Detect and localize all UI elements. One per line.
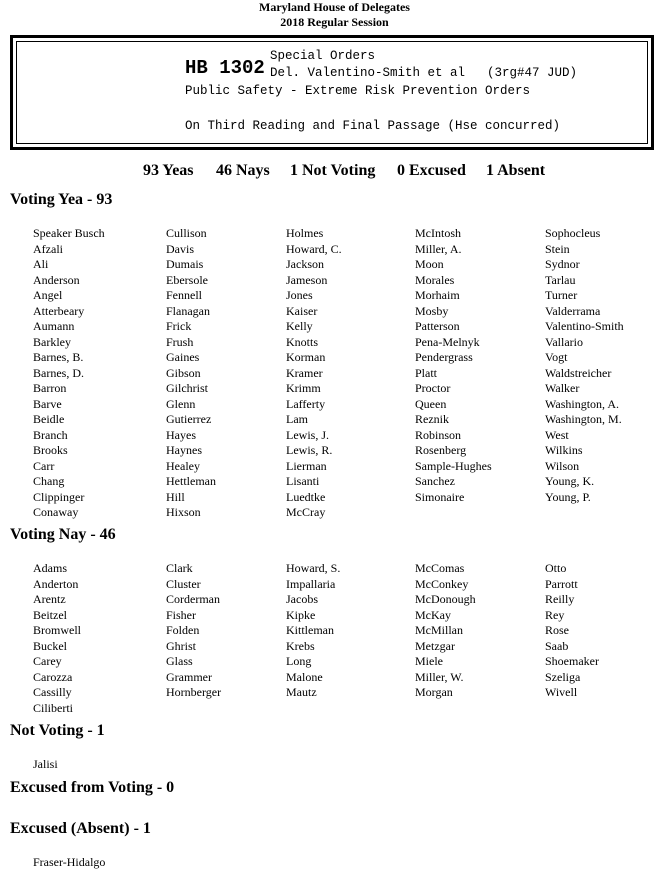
member-name: Kramer [286, 365, 323, 380]
member-name: Arentz [33, 592, 66, 606]
member-name: Anderton [33, 576, 79, 591]
member-name: Reznik [415, 412, 449, 426]
member-name: McKay [415, 607, 451, 622]
member-name: Luedtke [286, 489, 326, 504]
member-name: Proctor [415, 381, 451, 395]
member-name: Lierman [286, 458, 327, 473]
member-name: Clark [166, 561, 193, 575]
member-name: Rose [545, 623, 569, 637]
member-name: Morhaim [415, 288, 460, 302]
member-name: Barron [33, 381, 67, 395]
absent-list [33, 855, 105, 871]
member-name: Hixson [166, 505, 201, 519]
member-name: Cullison [166, 226, 207, 240]
member-name: Kaiser [286, 303, 318, 318]
member-name: Otto [545, 561, 567, 575]
member-name: Carr [33, 458, 55, 473]
member-name: Ghrist [166, 638, 196, 653]
member-name: Aumann [33, 319, 75, 333]
bill-sponsor: Del. Valentino-Smith et al [270, 66, 466, 80]
member-name: Carey [33, 654, 62, 668]
member-name: Howard, S. [286, 561, 341, 575]
member-name: McConkey [415, 576, 469, 591]
excused-heading: Excused from Voting - 0 [10, 779, 175, 796]
bill-info-box [10, 35, 654, 150]
member-name: Knotts [286, 334, 319, 349]
member-name: Howard, C. [286, 241, 342, 256]
member-name: Frush [166, 334, 194, 349]
member-name: West [545, 427, 569, 442]
member-name: Sydnor [545, 257, 580, 271]
nay-heading: Voting Nay - 46 [10, 526, 116, 543]
member-name: Gibson [166, 365, 201, 380]
member-name: Barnes, B. [33, 350, 84, 364]
member-name: Shoemaker [545, 654, 599, 668]
tally-not-voting: 1 Not Voting [290, 162, 376, 179]
absent-heading: Excused (Absent) - 1 [10, 820, 151, 837]
member-name: Lafferty [286, 396, 326, 411]
member-name: Waldstreicher [545, 365, 612, 380]
member-name: McMillan [415, 623, 463, 637]
member-name: Simonaire [415, 489, 465, 504]
member-name: Lam [286, 412, 308, 426]
tally-excused: 0 Excused [397, 162, 466, 179]
member-name: Haynes [166, 443, 202, 457]
member-name: Morales [415, 272, 455, 287]
member-name: Wilson [545, 458, 580, 473]
chamber-title: Maryland House of Delegates [259, 0, 410, 14]
member-name: Lewis, J. [286, 427, 329, 442]
member-name: Corderman [166, 592, 220, 606]
member-name: Sophocleus [545, 226, 601, 240]
member-name: Miller, W. [415, 669, 464, 684]
member-name: Washington, M. [545, 412, 622, 426]
member-name: Sample-Hughes [415, 458, 492, 473]
member-name: Afzali [33, 241, 63, 256]
member-name: Mautz [286, 685, 317, 699]
member-name: Long [286, 654, 312, 668]
member-name: Glass [166, 654, 193, 668]
tally-nays: 46 Nays [216, 162, 270, 179]
member-name: Ciliberti [33, 700, 73, 715]
nay-column-2 [166, 561, 221, 701]
member-name: Branch [33, 427, 68, 442]
member-name: Stein [545, 241, 570, 256]
member-name: Jacobs [286, 592, 318, 606]
member-name: Walker [545, 381, 580, 395]
member-name: Sanchez [415, 474, 455, 488]
member-name: Conaway [33, 505, 79, 519]
member-name: Kipke [286, 607, 316, 622]
vote-action: On Third Reading and Final Passage (Hse concurred) [185, 119, 561, 133]
member-name: Healey [166, 458, 200, 473]
member-name: Gaines [166, 350, 200, 364]
yea-column-5 [545, 226, 624, 505]
member-name: Cassilly [33, 685, 72, 699]
nay-column-1 [33, 561, 81, 716]
member-name: Anderson [33, 272, 80, 287]
member-name: Moon [415, 257, 444, 271]
member-name: Jones [286, 288, 313, 302]
not-voting-list [33, 757, 58, 773]
member-name: Barnes, D. [33, 365, 84, 380]
member-name: McDonough [415, 592, 476, 606]
member-name: Barve [33, 396, 62, 411]
yea-column-4 [415, 226, 492, 505]
member-name: Queen [415, 396, 447, 411]
member-name: Bromwell [33, 623, 81, 637]
bill-info-inner [16, 41, 648, 144]
member-name: McComas [415, 561, 465, 575]
member-name: Hayes [166, 427, 196, 442]
member-name: Glenn [166, 396, 196, 411]
member-name: Fennell [166, 288, 202, 302]
member-name: Dumais [166, 257, 204, 271]
member-name: Jameson [286, 272, 328, 287]
member-name: Flanagan [166, 303, 210, 318]
member-name: Rosenberg [415, 443, 467, 457]
member-name: Miele [415, 654, 443, 668]
member-name: Frick [166, 319, 192, 333]
member-name: Clippinger [33, 489, 85, 504]
member-name: Miller, A. [415, 241, 462, 256]
member-name: Young, K. [545, 474, 595, 488]
member-name: Gilchrist [166, 381, 208, 395]
member-name: Vogt [545, 350, 568, 364]
nay-column-4 [415, 561, 476, 701]
member-name: Lewis, R. [286, 443, 333, 457]
member-name: Wivell [545, 685, 578, 699]
nay-column-3 [286, 561, 340, 701]
member-name: McIntosh [415, 226, 461, 240]
member-name: Kelly [286, 319, 313, 333]
bill-number: HB 1302 [185, 57, 265, 79]
committee-reference: (3rg#47 JUD) [487, 66, 578, 80]
member-name: Fraser-Hidalgo [33, 855, 106, 869]
member-name: Speaker Busch [33, 226, 105, 240]
member-name: Valentino-Smith [545, 319, 624, 333]
member-name: Korman [286, 350, 326, 364]
member-name: Beidle [33, 412, 65, 426]
member-name: Impallaria [286, 576, 336, 591]
member-name: Krebs [286, 638, 315, 653]
yea-column-2 [166, 226, 216, 521]
member-name: Szeliga [545, 669, 581, 684]
member-name: Gutierrez [166, 412, 212, 426]
member-name: Jackson [286, 257, 324, 271]
member-name: Angel [33, 288, 63, 302]
member-name: Turner [545, 288, 578, 302]
nay-column-5 [545, 561, 599, 701]
not-voting-heading: Not Voting - 1 [10, 722, 105, 739]
member-name: Rey [545, 607, 565, 622]
member-name: Fisher [166, 607, 196, 622]
member-name: Holmes [286, 226, 324, 240]
member-name: Saab [545, 638, 569, 653]
member-name: Reilly [545, 592, 575, 606]
yea-column-3 [286, 226, 342, 521]
member-name: Brooks [33, 443, 68, 457]
member-name: Tarlau [545, 272, 576, 287]
member-name: Pendergrass [415, 350, 473, 364]
member-name: Chang [33, 474, 65, 488]
yea-heading: Voting Yea - 93 [10, 191, 113, 208]
member-name: Krimm [286, 381, 321, 395]
member-name: Davis [166, 241, 194, 256]
member-name: Barkley [33, 334, 71, 349]
member-name: Buckel [33, 638, 67, 653]
tally-absent: 1 Absent [486, 162, 546, 179]
bill-title: Public Safety - Extreme Risk Prevention Orders [185, 84, 531, 98]
member-name: Ebersole [166, 272, 208, 287]
member-name: McCray [286, 505, 326, 519]
member-name: Kittleman [286, 623, 334, 637]
member-name: Patterson [415, 319, 460, 333]
member-name: Grammer [166, 669, 212, 684]
member-name: Morgan [415, 685, 453, 699]
member-name: Valderrama [545, 303, 601, 318]
member-name: Washington, A. [545, 396, 620, 411]
member-name: Beitzel [33, 607, 67, 622]
member-name: Adams [33, 561, 67, 575]
member-name: Metzgar [415, 638, 455, 653]
member-name: Young, P. [545, 489, 591, 504]
member-name: Malone [286, 669, 323, 684]
member-name: Hornberger [166, 685, 222, 699]
member-name: Jalisi [33, 757, 58, 771]
member-name: Carozza [33, 669, 73, 684]
member-name: Atterbeary [33, 303, 85, 318]
member-name: Cluster [166, 576, 201, 591]
member-name: Hettleman [166, 474, 216, 488]
member-name: Folden [166, 623, 200, 637]
yea-column-1 [33, 226, 105, 521]
member-name: Platt [415, 365, 438, 380]
member-name: Pena-Melnyk [415, 334, 480, 349]
member-name: Robinson [415, 427, 462, 442]
member-name: Vallario [545, 334, 583, 349]
member-name: Parrott [545, 576, 578, 591]
order-type: Special Orders [270, 49, 376, 63]
member-name: Ali [33, 257, 49, 271]
member-name: Mosby [415, 303, 449, 318]
member-name: Wilkins [545, 443, 583, 457]
session-title: 2018 Regular Session [280, 15, 389, 29]
member-name: Hill [166, 489, 185, 504]
member-name: Lisanti [286, 474, 320, 488]
tally-yeas: 93 Yeas [143, 162, 194, 179]
